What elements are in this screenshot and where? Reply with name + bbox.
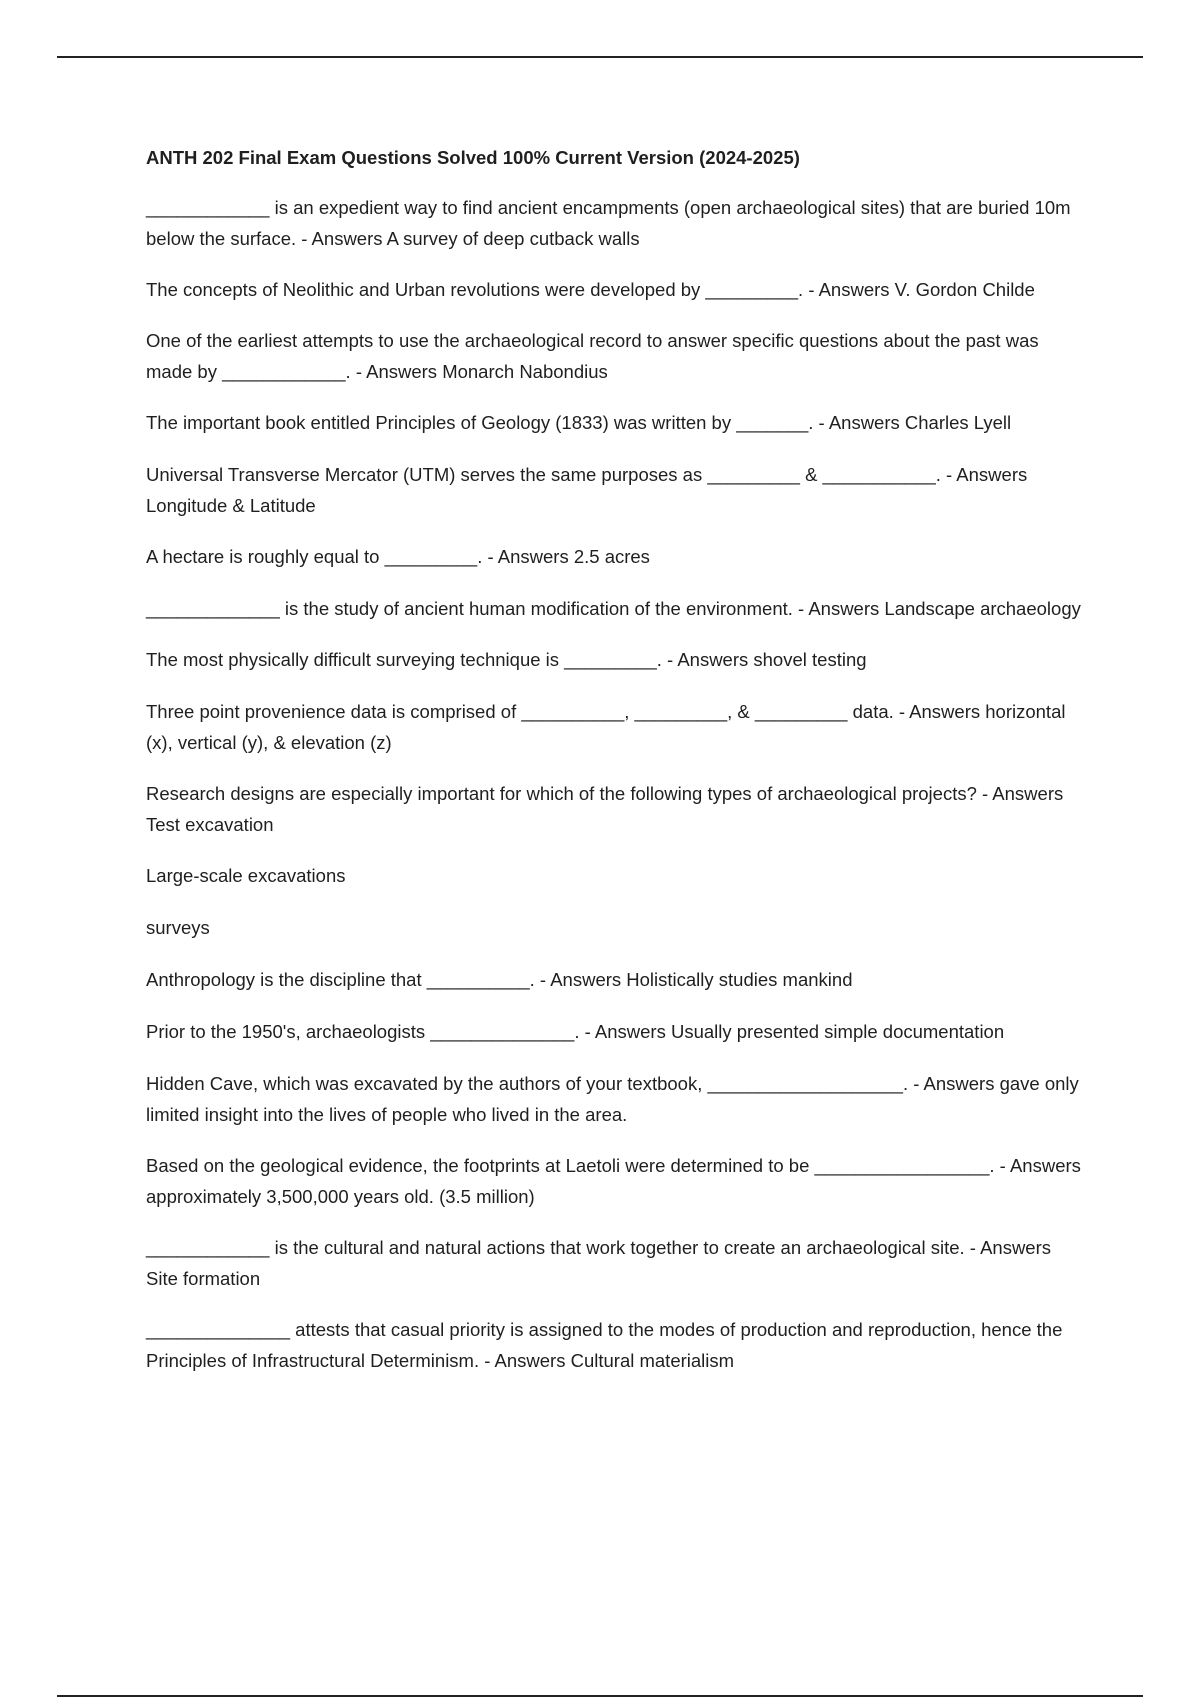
question-paragraph: The concepts of Neolithic and Urban revolutions were developed by _________. - Answers V. Gordon Childe <box>146 279 1035 300</box>
question-paragraph: A hectare is roughly equal to _________. - Answers 2.5 acres <box>146 546 650 567</box>
answer-option-line: Large-scale excavations <box>146 865 346 886</box>
question-paragraph: Universal Transverse Mercator (UTM) serves the same purposes as _________ & ___________. - Answers Longitude & Latitude <box>146 464 1028 516</box>
question-paragraph: ____________ is an expedient way to find ancient encampments (open archaeological sites) that are buried 10m below the surface. - Answers A survey of deep cutback walls <box>146 197 1071 249</box>
question-paragraph: Anthropology is the discipline that __________. - Answers Holistically studies mankind <box>146 969 853 990</box>
question-paragraph: _____________ is the study of ancient human modification of the environment. - Answers Landscape archaeology <box>146 598 1081 619</box>
question-paragraph: ____________ is the cultural and natural actions that work together to create an archaeological site. - Answers Site formation <box>146 1237 1052 1289</box>
document-body <box>146 143 1086 1396</box>
question-paragraph: ______________ attests that casual priority is assigned to the modes of production and reproduction, hence the Principles of Infrastructural Determinism. - Answers Cultural materialism <box>146 1319 1063 1371</box>
question-paragraph: The most physically difficult surveying technique is _________. - Answers shovel testing <box>146 649 867 670</box>
question-paragraph: Research designs are especially important for which of the following types of archaeological projects? - Answers Test excavation <box>146 783 1064 835</box>
question-paragraph: Based on the geological evidence, the footprints at Laetoli were determined to be _________________. - Answers approximately 3,500,000 years old. (3.5 million) <box>146 1155 1081 1207</box>
question-paragraph: One of the earliest attempts to use the archaeological record to answer specific questions about the past was made by ____________. - Answers Monarch Nabondius <box>146 330 1039 382</box>
question-paragraph: Three point provenience data is comprised of __________, _________, & _________ data. - Answers horizontal (x), vertical (y), & elevation (z) <box>146 701 1066 753</box>
answer-option-line: surveys <box>146 917 210 938</box>
document-title: ANTH 202 Final Exam Questions Solved 100% Current Version (2024-2025) <box>146 147 800 168</box>
header-rule <box>57 56 1143 58</box>
footer-rule <box>57 1695 1143 1697</box>
question-paragraph: Prior to the 1950's, archaeologists ______________. - Answers Usually presented simple documentation <box>146 1021 1005 1042</box>
question-paragraph: The important book entitled Principles of Geology (1833) was written by _______. - Answers Charles Lyell <box>146 412 1012 433</box>
question-paragraph: Hidden Cave, which was excavated by the authors of your textbook, ___________________. - Answers gave only limited insight into the lives of people who lived in the area. <box>146 1073 1079 1125</box>
